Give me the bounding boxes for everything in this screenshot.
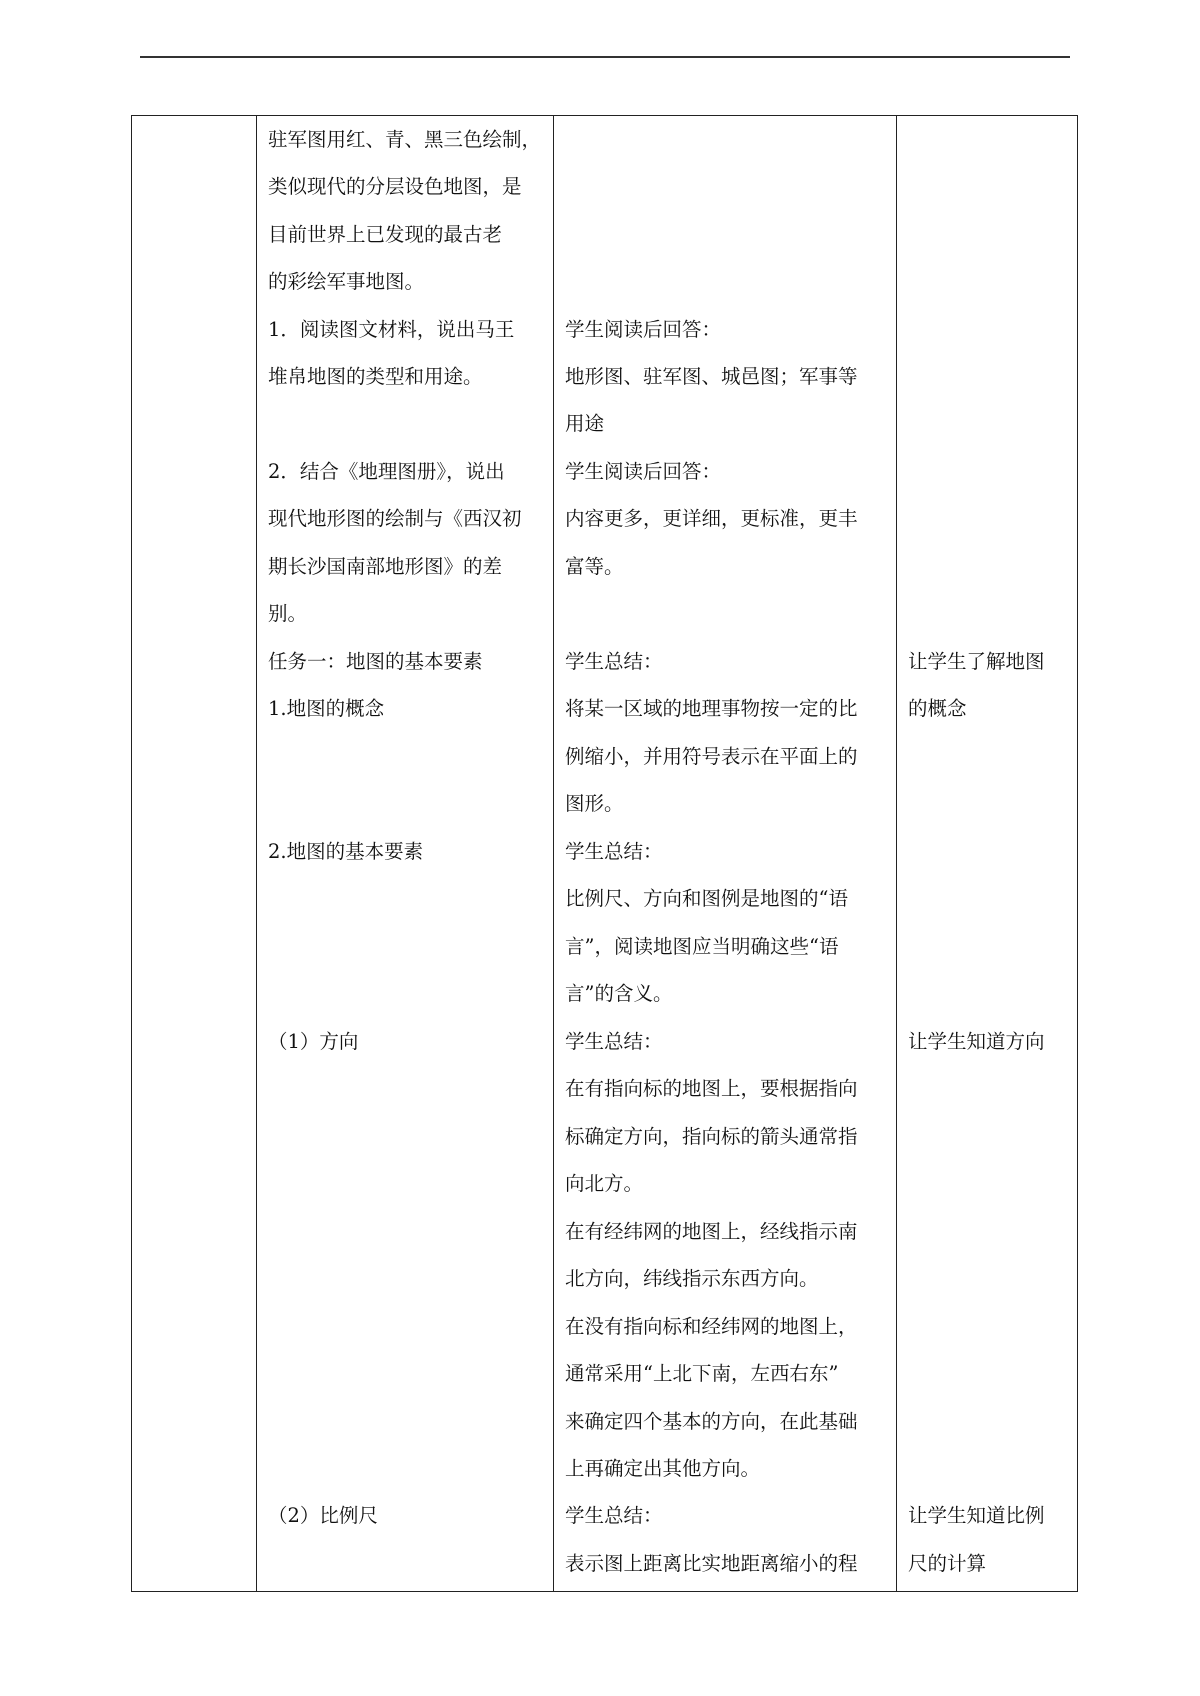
intent-line: 让学生知道比例 — [908, 1504, 1045, 1527]
teacher-line: 目前世界上已发现的最古老 — [268, 223, 503, 246]
teacher-line: 期长沙国南部地形图》的差 — [268, 555, 503, 578]
student-line: 学生阅读后回答： — [565, 318, 722, 341]
teacher-line: （1）方向 — [268, 1030, 359, 1053]
teacher-activity-cell — [257, 116, 554, 1592]
teacher-line: 类似现代的分层设色地图，是 — [268, 175, 522, 198]
teacher-line: 2．结合《地理图册》，说出 — [268, 460, 505, 483]
student-line: 在没有指向标和经纬网的地图上， — [565, 1315, 858, 1338]
teacher-line: 1．阅读图文材料，说出马王 — [268, 318, 515, 341]
section-column-cell — [132, 116, 257, 1592]
student-line: 将某一区域的地理事物按一定的比 — [565, 697, 858, 720]
design-intent-cell — [897, 116, 1078, 1592]
teacher-line: 现代地形图的绘制与《西汉初 — [268, 507, 522, 530]
student-line: 比例尺、方向和图例是地图的“语 — [565, 887, 848, 910]
student-line: 图形。 — [565, 792, 624, 815]
student-line: 地形图、驻军图、城邑图；军事等 — [565, 365, 858, 388]
student-line: 言”，阅读地图应当明确这些“语 — [565, 935, 839, 958]
student-line: 用途 — [565, 412, 605, 435]
teacher-line: 2.地图的基本要素 — [268, 840, 424, 863]
teacher-line: 驻军图用红、青、黑三色绘制， — [268, 128, 542, 151]
student-activity-cell — [554, 116, 897, 1592]
intent-line: 让学生了解地图 — [908, 650, 1045, 673]
student-line: 学生总结： — [565, 840, 663, 863]
teacher-line: （2）比例尺 — [268, 1504, 378, 1527]
table-row — [132, 116, 1078, 1592]
student-line: 标确定方向，指向标的箭头通常指 — [565, 1125, 858, 1148]
student-line: 向北方。 — [565, 1172, 644, 1195]
student-line: 内容更多，更详细，更标准，更丰 — [565, 507, 858, 530]
intent-line: 让学生知道方向 — [908, 1030, 1045, 1053]
student-line: 在有经纬网的地图上，经线指示南 — [565, 1220, 858, 1243]
student-line: 例缩小，并用符号表示在平面上的 — [565, 745, 858, 768]
teacher-line: 的彩绘军事地图。 — [268, 270, 425, 293]
student-line: 在有指向标的地图上，要根据指向 — [565, 1077, 858, 1100]
intent-line: 的概念 — [908, 697, 967, 720]
student-line: 上再确定出其他方向。 — [565, 1457, 761, 1480]
student-line: 来确定四个基本的方向，在此基础 — [565, 1410, 858, 1433]
student-line: 学生总结： — [565, 650, 663, 673]
header-rule — [140, 56, 1070, 58]
teacher-line: 堆帛地图的类型和用途。 — [268, 365, 483, 388]
student-line: 学生总结： — [565, 1030, 663, 1053]
teacher-line: 任务一：地图的基本要素 — [268, 650, 483, 673]
student-line: 表示图上距离比实地距离缩小的程 — [565, 1552, 858, 1575]
teacher-line: 别。 — [268, 602, 308, 625]
lesson-plan-table — [131, 115, 1078, 1592]
student-line: 富等。 — [565, 555, 624, 578]
student-line: 学生阅读后回答： — [565, 460, 722, 483]
student-line: 北方向，纬线指示东西方向。 — [565, 1267, 819, 1290]
student-line: 言”的含义。 — [565, 982, 673, 1005]
intent-line: 尺的计算 — [908, 1552, 987, 1575]
student-line: 学生总结： — [565, 1504, 663, 1527]
teacher-line: 1.地图的概念 — [268, 697, 385, 720]
student-line: 通常采用“上北下南，左西右东” — [565, 1362, 839, 1385]
